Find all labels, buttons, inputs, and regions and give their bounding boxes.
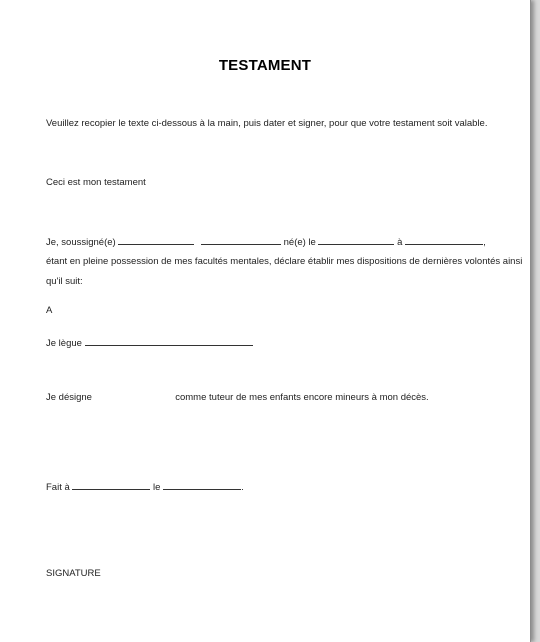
- birthdate-blank: [318, 235, 394, 245]
- on-label: le: [153, 482, 161, 493]
- date-place-line: [46, 480, 244, 494]
- born-label: né(e) le: [283, 237, 316, 248]
- done-at-label: Fait à: [46, 482, 70, 493]
- firstname-blank: [201, 235, 281, 245]
- bequest-line: [46, 336, 253, 350]
- guardian-prefix: Je désigne: [46, 392, 92, 403]
- declaration-text: étant en pleine possession de mes facultés mentales, déclare établir mes dispositions de dernières volontés ainsi: [46, 256, 523, 267]
- surname-blank: [118, 235, 194, 245]
- period: .: [241, 482, 244, 493]
- instruction-text: Veuillez recopier le texte ci-dessous à la main, puis dater et signer, pour que votre testament soit valable.: [46, 118, 488, 129]
- bequest-blank: [85, 336, 253, 346]
- guardian-suffix: comme tuteur de mes enfants encore mineurs à mon décès.: [175, 392, 429, 403]
- comma: ,: [483, 237, 486, 248]
- document-title: TESTAMENT: [218, 57, 312, 74]
- at-label: à: [397, 237, 403, 248]
- place-blank: [72, 480, 150, 490]
- beneficiary-letter: A: [46, 305, 53, 316]
- signature-label: SIGNATURE: [46, 568, 101, 579]
- identity-prefix: Je, soussigné(e): [46, 237, 116, 248]
- guardian-line: [46, 392, 429, 404]
- birthplace-blank: [405, 235, 483, 245]
- bequest-label: Je lègue: [46, 338, 82, 349]
- testament-heading: Ceci est mon testament: [46, 177, 146, 188]
- date-blank: [163, 480, 241, 490]
- declaration-end: qu'il suit:: [46, 276, 83, 287]
- identity-line: [46, 235, 486, 249]
